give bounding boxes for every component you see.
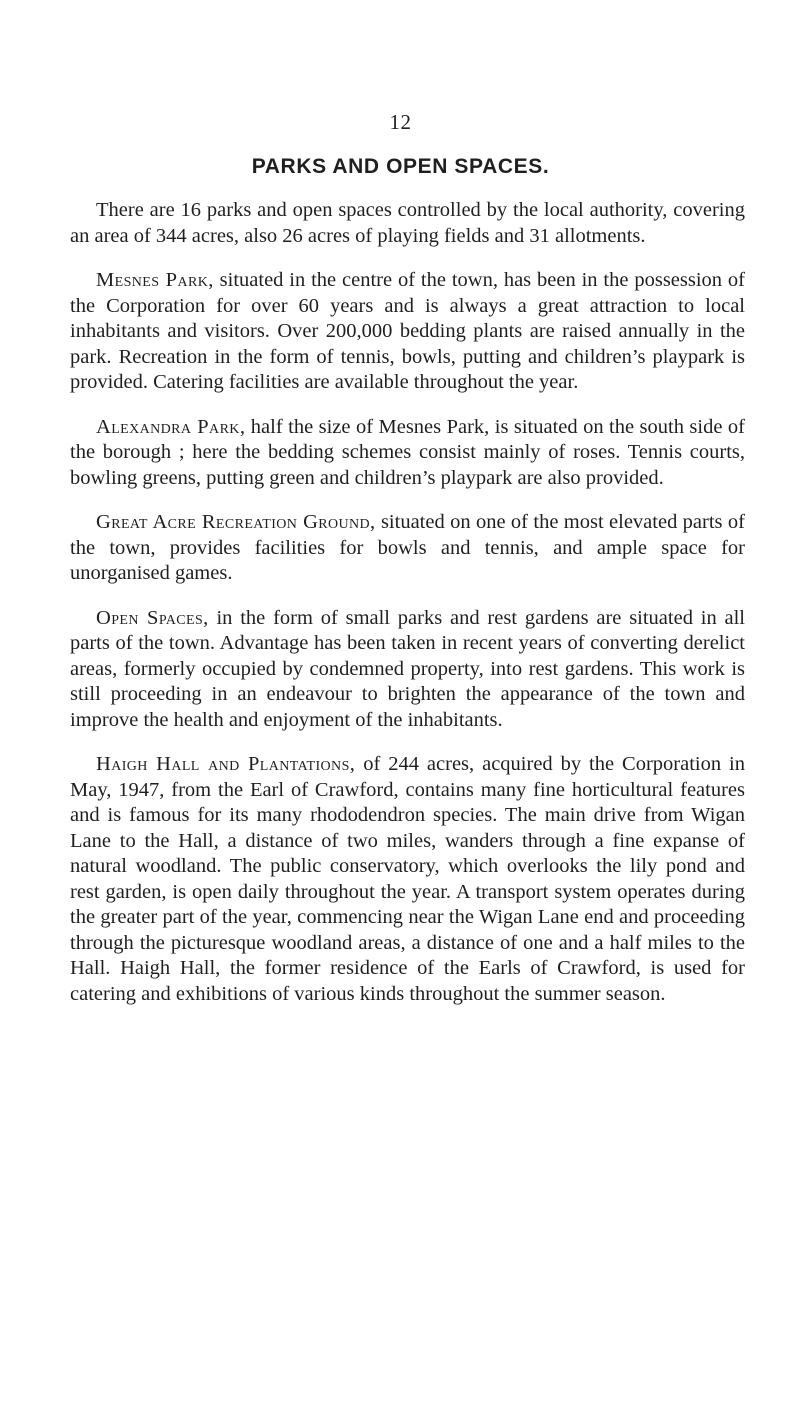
paragraph-intro	[70, 198, 745, 249]
paragraph-alexandra-park	[70, 415, 745, 492]
page-title: PARKS AND OPEN SPACES.	[251, 155, 550, 178]
paragraph-lead: Open Spaces,	[96, 606, 209, 629]
paragraph-intro-text: There are 16 parks and open spaces controlled by the local authority, covering an area of 344 acres, also 26 acres of playing fields and 31 allotments.	[70, 199, 745, 247]
page-number: 12	[389, 110, 412, 134]
paragraph-great-acre	[70, 510, 745, 587]
paragraph-mesnes-park	[70, 268, 745, 396]
paragraph-text: situated on one of the most elevated parts of the town, provides facilities for bowls and tennis, and ample space for unorganised games.	[70, 511, 745, 584]
body-text	[70, 198, 745, 1026]
paragraph-lead: Great Acre Recreation Ground,	[96, 511, 376, 533]
paragraph-lead: Alexandra Park,	[96, 415, 246, 438]
paragraph-lead: Mesnes Park,	[96, 269, 214, 291]
paragraph-text: in the form of small parks and rest gardens are situated in all parts of the town. Advantage has been taken in recent years of converting derelict areas, formerly occupied by condemned property, into rest gardens. This work is still proceeding in an endeavour to brighten the appearance of the town and improve the health and enjoyment of the inhabitants.	[70, 606, 745, 731]
paragraph-lead: Haigh Hall and Plantations,	[96, 753, 356, 775]
paragraph-text: half the size of Mesnes Park, is situated on the south side of the borough ; here the bedding schemes consist mainly of roses. Tennis courts, bowling greens, putting green and children’s playpark are also provided.	[70, 415, 745, 489]
paragraph-text: situated in the centre of the town, has been in the possession of the Corporation for over 60 years and is always a great attraction to local inhabitants and visitors. Over 200,000 bedding plants are raised annually in the park. Recreation in the form of tennis, bowls, putting and children’s playpark is provided. Catering facilities are available throughout the year.	[70, 269, 745, 393]
paragraph-haigh-hall	[70, 752, 745, 1007]
paragraph-text: of 244 acres, acquired by the Corporation in May, 1947, from the Earl of Crawford, contains many fine horticultural features and is famous for its many rhododendron species. The main drive from Wigan Lane to the Hall, a distance of two miles, wanders through a fine expanse of natural woodland. The public conservatory, which overlooks the lily pond and rest garden, is open daily throughout the year. A transport system operates during the greater part of the year, commencing near the Wigan Lane end and proceeding through the picturesque woodland areas, a distance of one and a half miles to the Hall. Haigh Hall, the former residence of the Earls of Crawford, is used for catering and exhibitions of various kinds throughout the summer season.	[70, 753, 745, 1005]
paragraph-open-spaces	[70, 606, 745, 734]
